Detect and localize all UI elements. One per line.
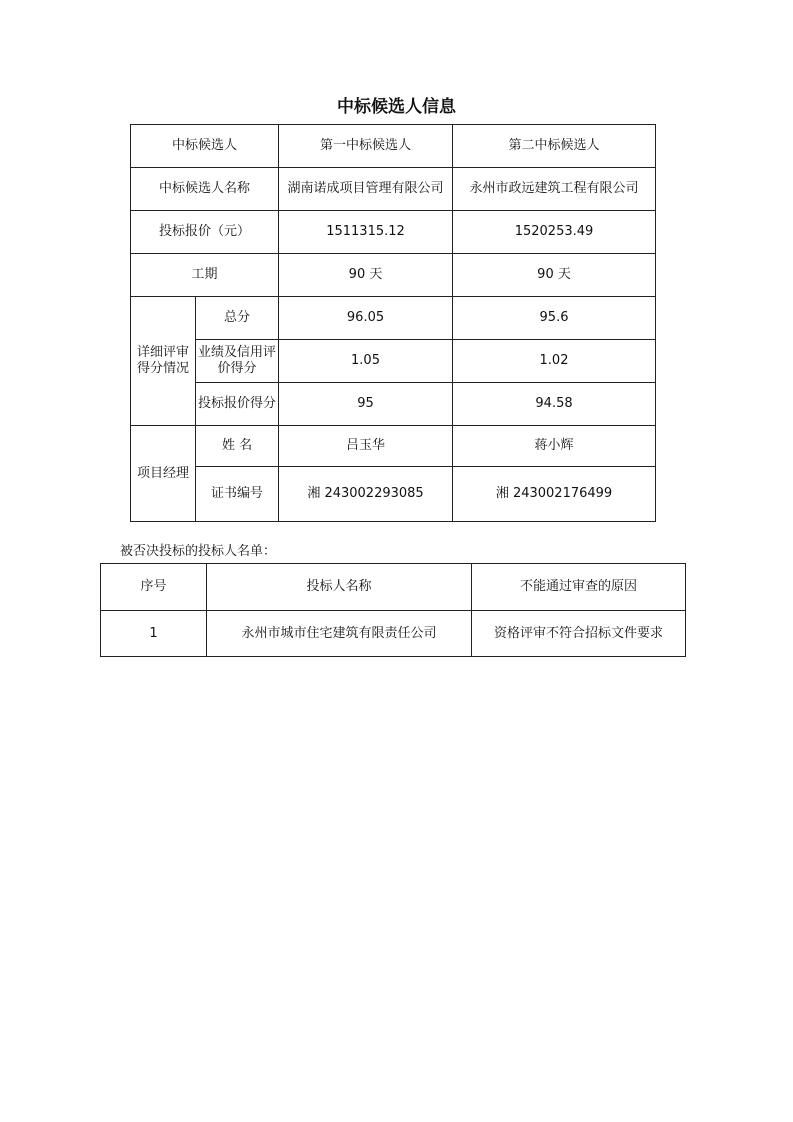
manager-second: 湘 243002176499 [453,467,656,522]
manager-row [131,426,656,467]
first-period: 90 天 [279,254,453,297]
score-second: 1.02 [453,340,656,383]
rejected-no-header: 序号 [101,564,207,611]
manager-row [131,467,656,522]
header-second-candidate: 第二中标候选人 [453,125,656,168]
first-bid-price: 1511315.12 [279,211,453,254]
manager-field-label: 姓 名 [196,426,279,467]
rejected-no: 1 [101,611,207,657]
rejected-name: 永州市城市住宅建筑有限责任公司 [207,611,472,657]
second-candidate-name: 永州市政远建筑工程有限公司 [453,168,656,211]
score-label: 总分 [196,297,279,340]
manager-field-label: 证书编号 [196,467,279,522]
second-bid-price: 1520253.49 [453,211,656,254]
rejected-name-header: 投标人名称 [207,564,472,611]
score-label: 业绩及信用评价得分 [196,340,279,383]
first-candidate-name: 湖南诺成项目管理有限公司 [279,168,453,211]
table-row [101,611,686,657]
score-row [131,340,656,383]
score-first: 1.05 [279,340,453,383]
bid-price-row [131,211,656,254]
rejected-reason: 资格评审不符合招标文件要求 [472,611,686,657]
period-row [131,254,656,297]
score-second: 94.58 [453,383,656,426]
header-label: 中标候选人 [131,125,279,168]
table-header-row [131,125,656,168]
candidate-name-row [131,168,656,211]
rejected-bidders-table [100,563,686,657]
score-row [131,297,656,340]
period-label: 工期 [131,254,279,297]
manager-group-label: 项目经理 [131,426,196,522]
manager-second: 蒋小辉 [453,426,656,467]
winning-candidates-table [130,124,656,522]
score-second: 95.6 [453,297,656,340]
score-first: 95 [279,383,453,426]
rejected-list-caption: 被否决投标的投标人名单： [120,544,277,559]
page-title: 中标候选人信息 [337,97,456,117]
manager-first: 吕玉华 [279,426,453,467]
score-group-label: 详细评审得分情况 [131,297,196,426]
candidate-name-label: 中标候选人名称 [131,168,279,211]
score-first: 96.05 [279,297,453,340]
manager-first: 湘 243002293085 [279,467,453,522]
bid-price-label: 投标报价（元） [131,211,279,254]
score-label: 投标报价得分 [196,383,279,426]
second-period: 90 天 [453,254,656,297]
rejected-header-row [101,564,686,611]
score-row [131,383,656,426]
header-first-candidate: 第一中标候选人 [279,125,453,168]
rejected-reason-header: 不能通过审查的原因 [472,564,686,611]
